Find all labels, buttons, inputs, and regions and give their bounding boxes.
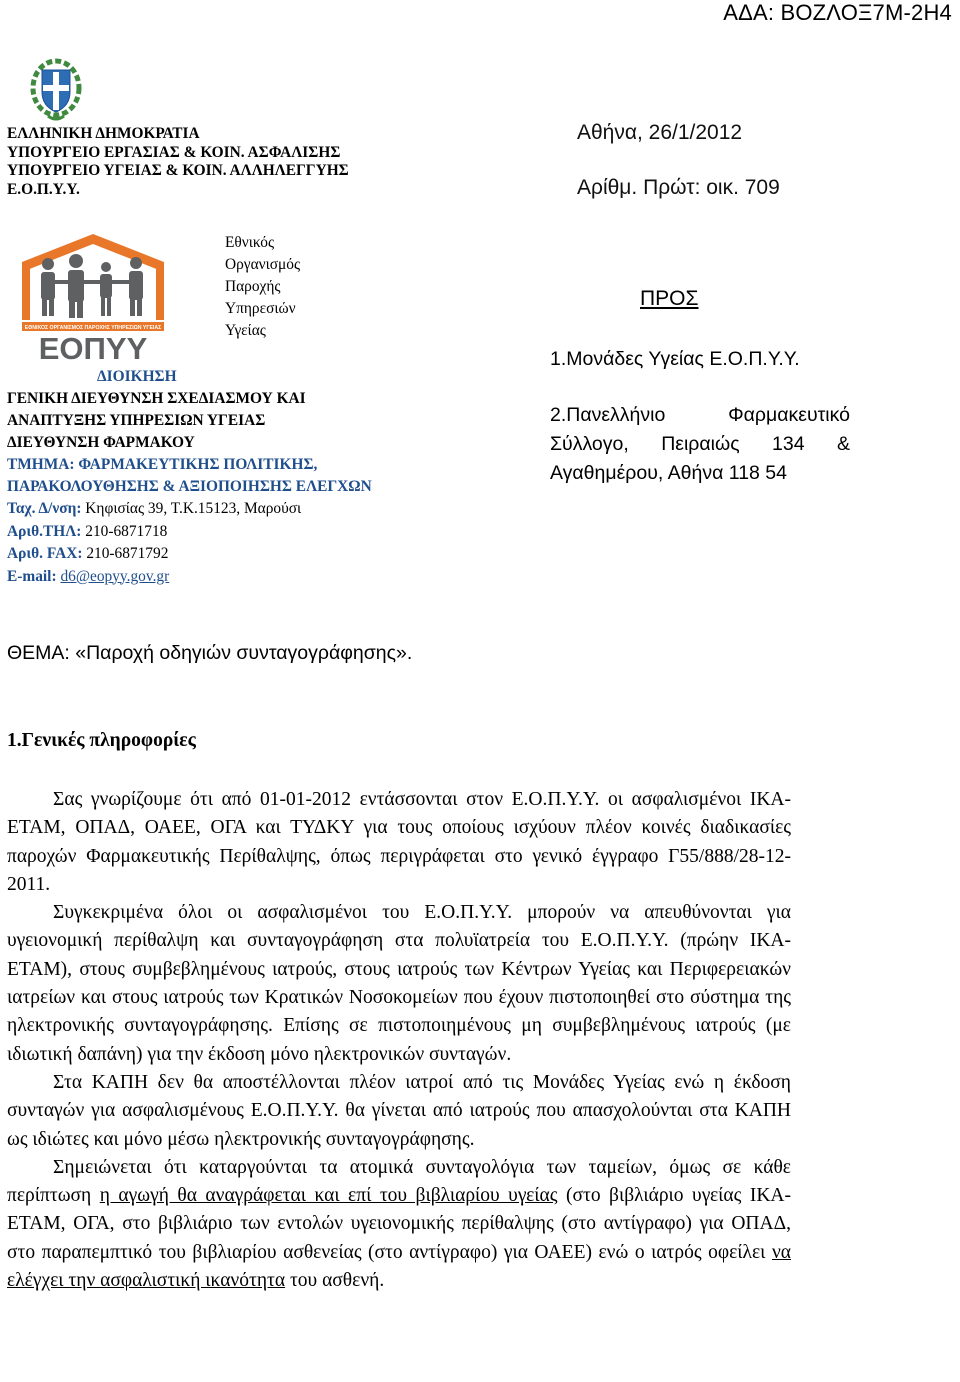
- admin-line: ΓΕΝΙΚΗ ΔΙΕΥΘΥΝΣΗ ΣΧΕΔΙΑΣΜΟΥ ΚΑΙ: [7, 390, 306, 407]
- fax-value: 210-6871792: [82, 545, 169, 562]
- contacts-block: [7, 498, 301, 588]
- recipient-2: [550, 401, 850, 488]
- date-line: Αθήνα, 26/1/2012: [577, 121, 743, 144]
- recipient-2-line: Αγαθημέρου, Αθήνα 118 54: [550, 462, 787, 484]
- org-name-line: Υπηρεσιών: [225, 300, 296, 317]
- header-line: ΥΠΟΥΡΓΕΙΟ ΕΡΓΑΣΙΑΣ & ΚΟΙΝ. ΑΣΦΑΛΙΣΗΣ: [7, 143, 341, 161]
- header-line: ΥΠΟΥΡΓΕΙΟ ΥΓΕΙΑΣ & ΚΟΙΝ. ΑΛΛΗΛΕΓΓΥΗΣ: [7, 162, 349, 179]
- paragraph: Στα ΚΑΠΗ δεν θα αποστέλλονται πλέον ιατροί από τις Μονάδες Υγείας ενώ η έκδοση συνταγών για ασφαλισμένους Ε.Ο.Π.Υ.Υ. θα γίνεται από ιατρούς που απασχολούνται στα ΚΑΠΗ ως ιδιώτες και μόνο μέσω ηλεκτρονικής συνταγογράφησης.: [7, 1071, 791, 1150]
- logo-tagline: ΕΘΝΙΚΟΣ ΟΡΓΑΝΙΣΜΟΣ ΠΑΡΟΧΗΣ ΥΠΗΡΕΣΙΩΝ ΥΓΕΙΑΣ: [24, 325, 162, 331]
- fax-label: Αριθ. FAX:: [7, 545, 83, 562]
- greek-emblem-icon: [30, 58, 82, 124]
- email-label: E-mail:: [7, 567, 57, 585]
- org-name-line: Παροχής: [225, 278, 281, 295]
- ref-number: Αρίθμ. Πρώτ: οικ. 709: [577, 176, 780, 199]
- email-row: [7, 566, 301, 589]
- header-line: Ε.Ο.Π.Υ.Υ.: [7, 180, 80, 198]
- paragraph-text: Σημειώνεται ότι καταργούνται τα ατομικά συνταγολόγια των ταμείων, όμως σε κάθε περίπτωση: [7, 1156, 791, 1207]
- recipients-heading: ΠΡΟΣ: [640, 287, 699, 310]
- address-row: [7, 498, 301, 521]
- body-text: [7, 786, 791, 1295]
- paragraph: Συγκεκριμένα όλοι οι ασφαλισμένοι του Ε.Ο.Π.Υ.Υ. μπορούν να απευθύνονται για υγειονομική περίθαλψη και συνταγογράφηση στα πολυϊατρεία του Ε.Ο.Π.Υ.Υ. (πρώην ΙΚΑ-ΕΤΑΜ), στους συμβεβλημένους ιατρούς, στους ιατρούς των Κέντρων Υγείας και Περιφερειακών ιατρείων και στους ιατρούς των Κρατικών Νοσοκομείων που έχουν πιστοποιηθεί στο σύστημα της ηλεκτρονικής συνταγογράφησης. Επίσης σε πιστοποιημένους μη συμβεβλημένους ιατρούς (με ιδιωτική δαπάνη) για την έκδοση μόνο ηλεκτρονικών συνταγών.: [7, 902, 791, 1065]
- phone-row: [7, 521, 301, 544]
- admin-line: ΔΙΕΥΘΥΝΣΗ ΦΑΡΜΑΚΟΥ: [7, 434, 195, 451]
- email-link[interactable]: d6@eopyy.gov.gr: [60, 567, 170, 585]
- underlined-text: να ελέγχει την ασφαλιστική ικανότητα: [7, 1241, 791, 1292]
- ada-code: ΑΔΑ: ΒΟΖΛΟΞ7Μ-2Η4: [723, 0, 952, 25]
- paragraph-text: του ασθενή.: [285, 1270, 385, 1292]
- admin-line: ΑΝΑΠΤΥΞΗΣ ΥΠΗΡΕΣΙΩΝ ΥΓΕΙΑΣ: [7, 412, 266, 429]
- recipient-1: 1.Μονάδες Υγείας Ε.Ο.Π.Υ.Υ.: [550, 348, 800, 370]
- date-ref-block: [577, 116, 780, 205]
- admin-block: [7, 366, 372, 498]
- recipient-2-line: 2.Πανελλήνιο Φαρμακευτικό Σύλλογο, Πειραιώς 134 &: [550, 404, 850, 455]
- phone-value: 210-6871718: [81, 522, 168, 540]
- section-title: 1.Γενικές πληροφορίες: [7, 730, 196, 751]
- underlined-text: η αγωγή θα αναγράφεται και επί του βιβλιαρίου υγείας: [99, 1185, 558, 1207]
- subject-line: ΘΕΜΑ: «Παροχή οδηγιών συνταγογράφησης».: [7, 642, 413, 664]
- dept-line: ΤΜΗΜΑ: ΦΑΡΜΑΚΕΥΤΙΚΗΣ ΠΟΛΙΤΙΚΗΣ,: [7, 456, 318, 473]
- eopyy-logo: [18, 232, 168, 362]
- dept-line: ΠΑΡΑΚΟΛΟΥΘΗΣΗΣ & ΑΞΙΟΠΟΙΗΣΗΣ ΕΛΕΓΧΩΝ: [7, 478, 372, 495]
- paragraph-text: (στο βιβλιάριο υγείας ΙΚΑ-ΕΤΑΜ, ΟΓΑ, στο βιβλιάριο των εντολών υγειονομικής περίθαλψης (στο αντίγραφο) για ΟΠΑΔ, στο παραπεμπτικό του βιβλιαρίου ασθενείας (στο αντίγραφο) για ΟΑΕΕ) ενώ ο ιατρός οφείλει: [7, 1185, 791, 1263]
- paragraph: [7, 1154, 791, 1295]
- org-name-block: [225, 232, 300, 342]
- address-label: Ταχ. Δ/νση:: [7, 500, 82, 517]
- org-name-line: Υγείας: [225, 322, 266, 339]
- org-name-line: Οργανισμός: [225, 256, 301, 273]
- fax-row: [7, 543, 301, 566]
- paragraph: Σας γνωρίζουμε ότι από 01-01-2012 εντάσσονται στον Ε.Ο.Π.Υ.Υ. οι ασφαλισμένοι ΙΚΑ-ΕΤΑΜ, ΟΠΑΔ, ΟΑΕΕ, ΟΓΑ και ΤΥΔΚΥ για τους οποίους ισχύουν πλέον κοινές διαδικασίες παροχών Φαρμακευτικής Περίθαλψης, όπως περιγράφεται στο γενικό έγγραφο Γ55/888/28-12-2011.: [7, 789, 791, 895]
- address-value: Κηφισίας 39, Τ.Κ.15123, Μαρούσι: [81, 500, 302, 517]
- header-line: ΕΛΛΗΝΙΚΗ ΔΗΜΟΚΡΑΤΙΑ: [7, 125, 200, 142]
- header-block: [7, 125, 349, 199]
- org-name-line: Εθνικός: [225, 234, 275, 251]
- phone-label: Αριθ.ΤΗΛ:: [7, 522, 82, 540]
- logo-wordmark: ΕΟΠΥΥ: [38, 331, 148, 362]
- admin-title: ΔΙΟΙΚΗΣΗ: [97, 368, 177, 385]
